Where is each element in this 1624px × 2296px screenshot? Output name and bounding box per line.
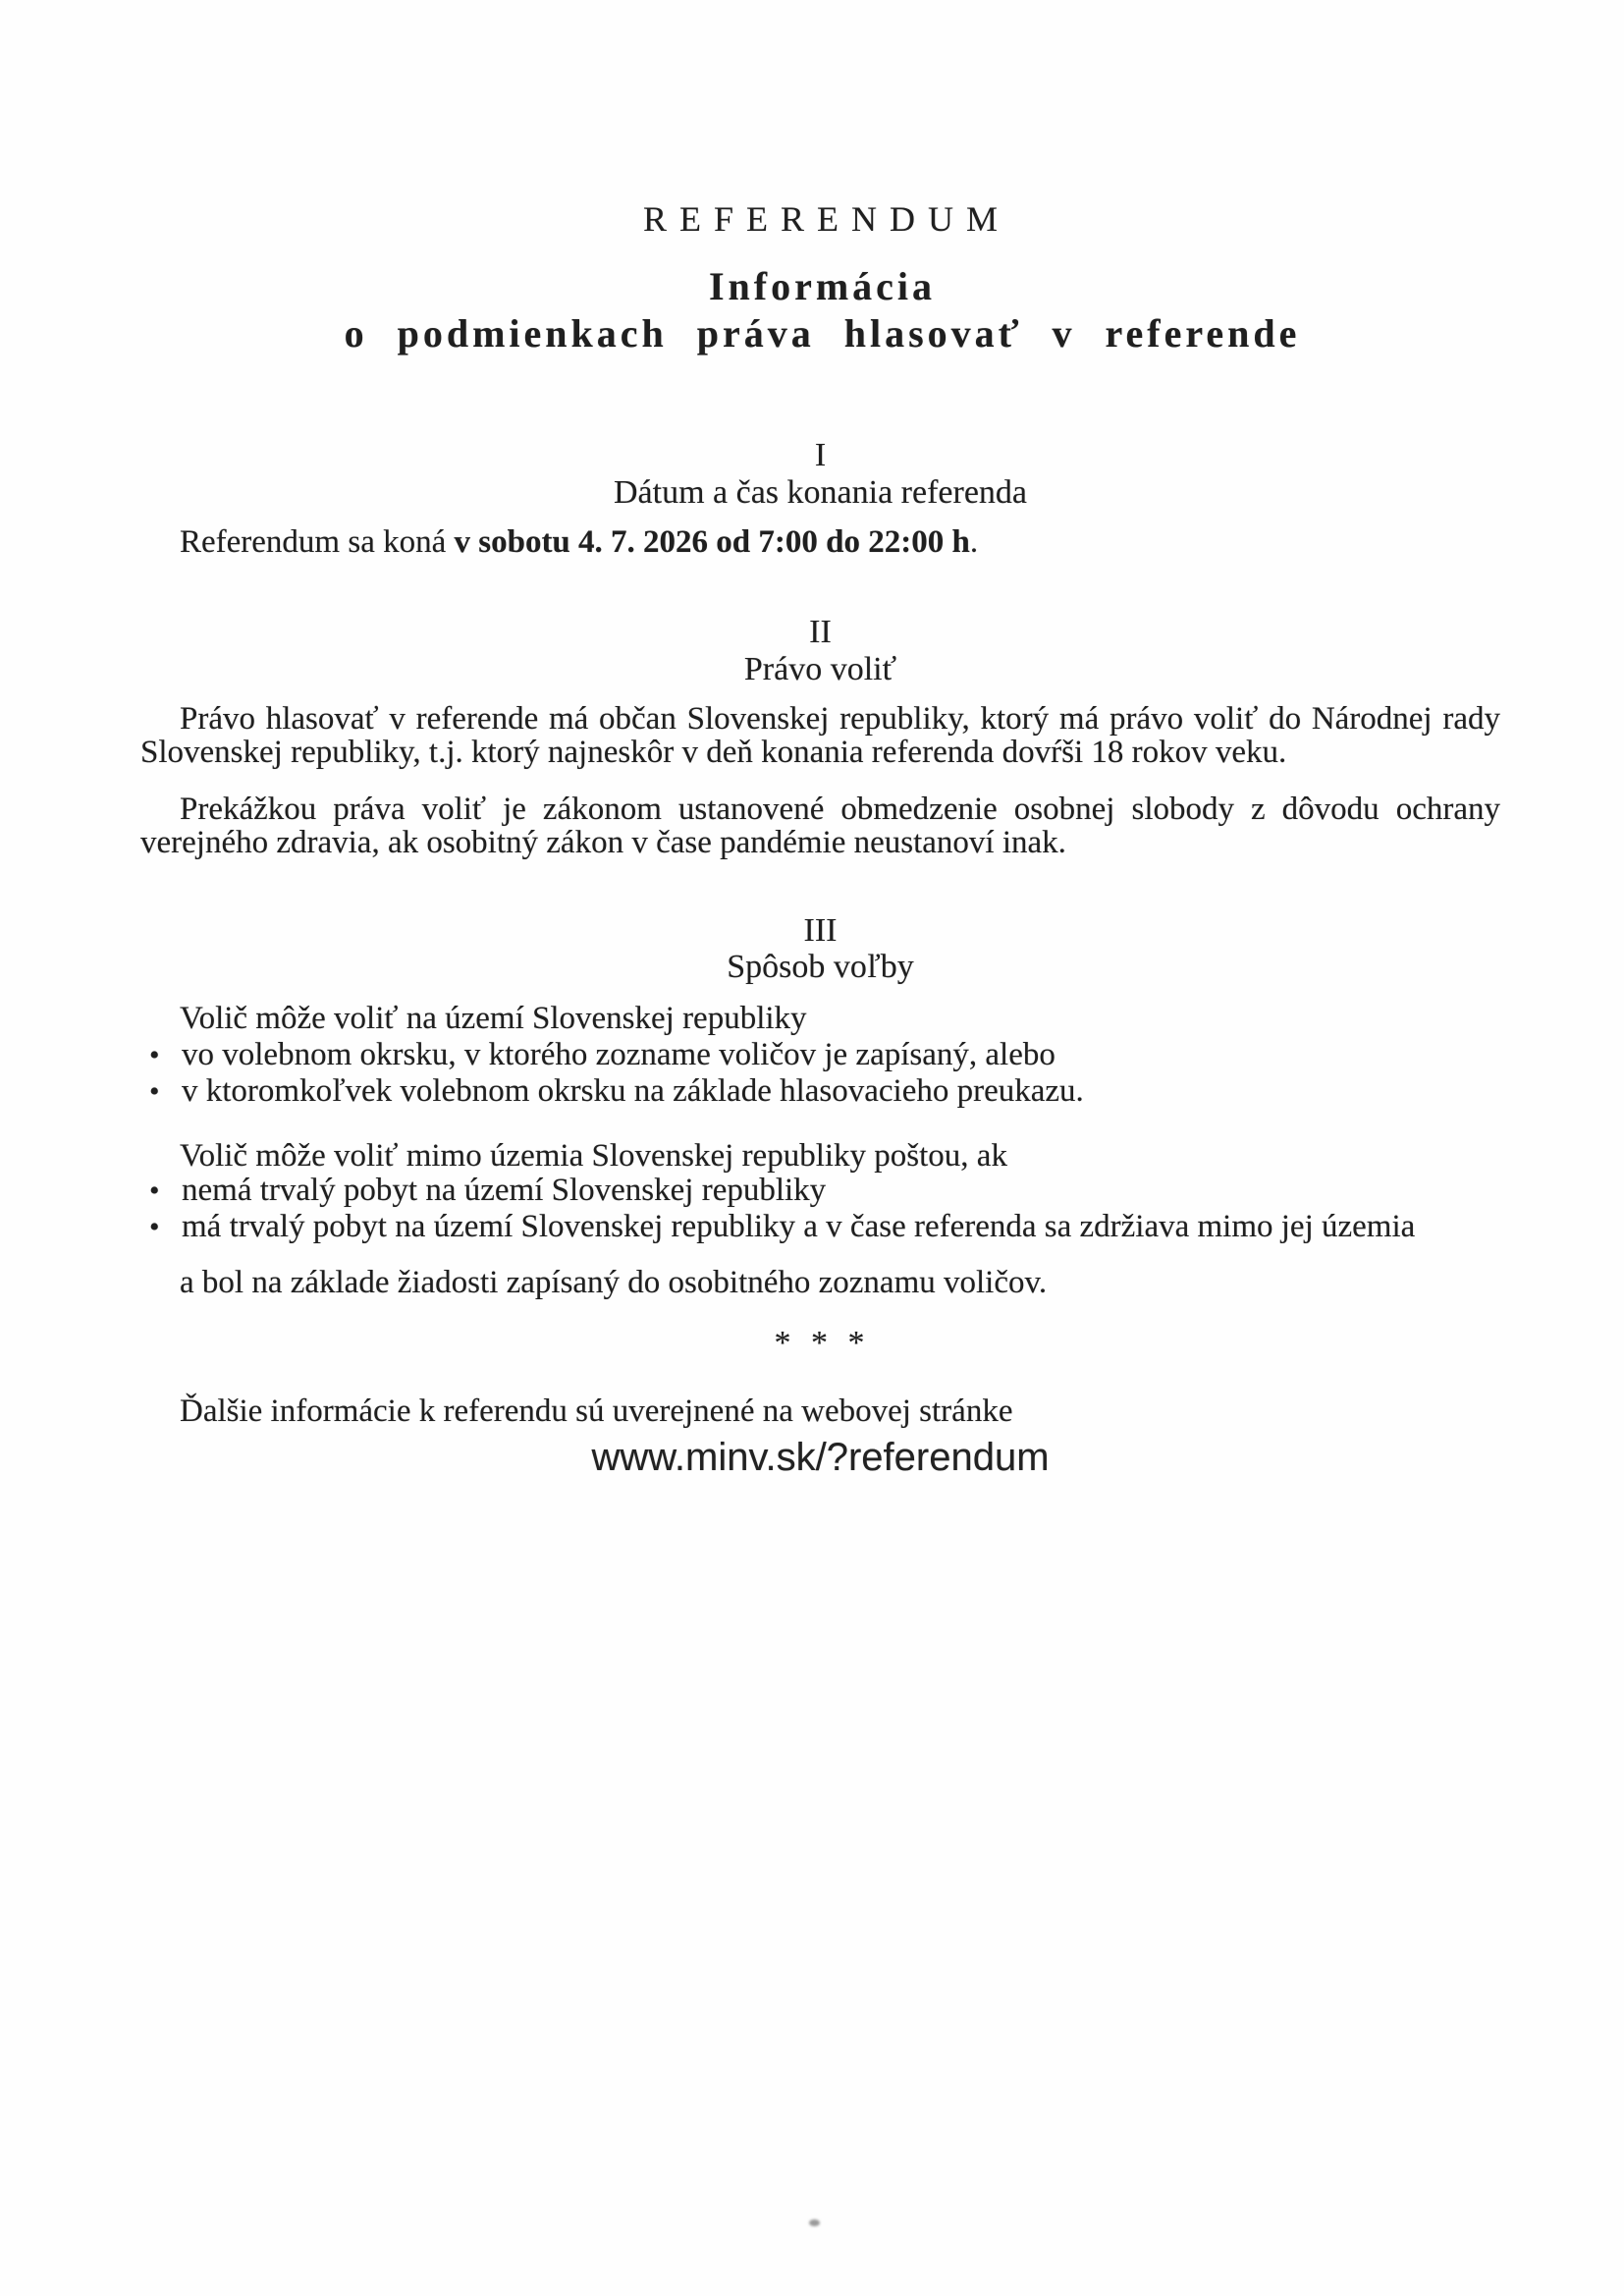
section-3-heading: Spôsob voľby	[727, 949, 914, 985]
continuation-line: a bol na základe žiadosti zapísaný do osobitného zoznamu voličov.	[180, 1265, 1048, 1300]
section-2-numeral: II	[809, 614, 832, 650]
bullet-dot: •	[149, 1175, 160, 1207]
bullet-dot: •	[149, 1039, 160, 1071]
section-1-numeral: I	[814, 437, 827, 473]
document-title: REFERENDUM	[642, 199, 1011, 239]
paragraph-line: Prekážkou práva voliť je zákonom ustanovené obmedzenie osobnej slobody z dôvodu ochrany	[180, 792, 1500, 827]
date-sentence-bold: v sobotu 4. 7. 2026 od 7:00 do 22:00 h	[454, 524, 970, 560]
voting-abroad-intro: Volič môže voliť mimo územia Slovenskej republiky poštou, ak	[180, 1138, 1007, 1174]
date-sentence-prefix: Referendum sa koná	[180, 524, 455, 560]
bullet-item	[149, 1035, 1500, 1075]
asterisk-separator: * * *	[774, 1325, 867, 1361]
voting-domestic-intro: Volič môže voliť na území Slovenskej republiky	[180, 1001, 807, 1036]
bullet-text: v ktoromkoľvek volebnom okrsku na základe hlasovacieho preukazu.	[182, 1073, 1084, 1109]
bullet-item	[149, 1207, 1500, 1247]
referendum-date-sentence	[180, 522, 978, 562]
section-2-heading: Právo voliť	[743, 651, 897, 687]
bullet-dot: •	[149, 1211, 160, 1243]
bullet-text: vo volebnom okrsku, v ktorého zozname voličov je zapísaný, alebo	[182, 1037, 1056, 1072]
date-sentence-period: .	[969, 524, 979, 560]
document-subtitle-line1: Informácia	[708, 264, 937, 308]
footer-website-url: www.minv.sk/?referendum	[591, 1436, 1050, 1479]
paragraph-line: Právo hlasovať v referende má občan Slovenskej republiky, ktorý má právo voliť do Národnej rady	[180, 701, 1500, 737]
document-subtitle-line2: o podmienkach práva hlasovať v referende	[344, 311, 1301, 355]
bullet-text: nemá trvalý pobyt na území Slovenskej republiky	[182, 1173, 827, 1208]
paragraph-line: verejného zdravia, ak osobitný zákon v čase pandémie neustanoví inak.	[140, 825, 1066, 860]
section-3-numeral: III	[803, 912, 838, 949]
section-1-heading: Dátum a čas konania referenda	[614, 474, 1027, 511]
bullet-text: má trvalý pobyt na území Slovenskej republiky a v čase referenda sa zdržiava mimo jej územia	[182, 1209, 1416, 1244]
bullet-dot: •	[149, 1075, 160, 1108]
bullet-item	[149, 1071, 1500, 1112]
bullet-item	[149, 1171, 1500, 1211]
scan-speck-artifact	[809, 2219, 820, 2226]
paragraph-line: Slovenskej republiky, t.j. ktorý najneskôr v deň konania referenda dovŕši 18 rokov veku.	[140, 735, 1287, 770]
footer-info-sentence: Ďalšie informácie k referendu sú uverejnené na webovej stránke	[180, 1394, 1013, 1429]
